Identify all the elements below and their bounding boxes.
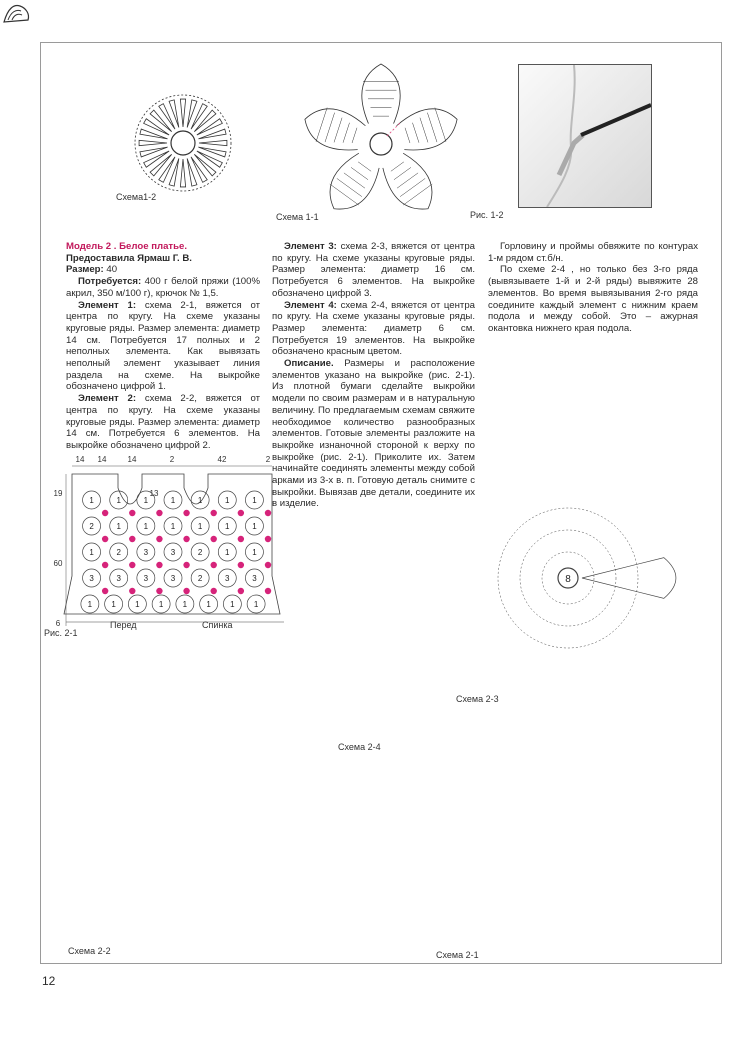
element-number: 1	[225, 496, 230, 505]
schema-2-3-diagram	[430, 448, 706, 700]
element-number: 1	[182, 600, 188, 609]
element-number: 3	[225, 574, 230, 583]
schema-1-1-diagram	[296, 60, 466, 210]
dimension-label: 13	[149, 489, 159, 498]
element-2-text: схема 2-2, вяжется от центра по кругу. На схеме указаны круговые ряды. Размер элемента: диаметр 14 см. Потребуется 6 элементов. На выкройке обозначено цифрой 2.	[66, 393, 260, 451]
element-number: 2	[116, 548, 121, 557]
element-4-dot	[102, 562, 108, 568]
stitch-mark	[334, 118, 342, 143]
model-title: Модель 2 . Белое платье.	[66, 241, 188, 252]
dimension-label: 6	[55, 619, 61, 628]
element-4-dot	[238, 510, 244, 516]
description-text: Размеры и расположение элементов указано на выкройке (рис. 2-1). Из плотной бумаги сделайте выкройки модели по своим размерам и в натуральную величину. По предлагаемым схемам свяжите необходимое количество разнообразных элементов. Готовые элементы разложите на выкройке изнаночной стороной к верху по выкройке (рис. 2-1). Приколите их. Затем начинайте соединять элементы между собой арками из 3-х в. п. Готовую деталь снимите с выкройки. Вывязав две детали, соедините их в изделие.	[272, 358, 476, 510]
stitch-mark	[391, 162, 404, 171]
element-number: 3	[170, 548, 176, 557]
element-4-dot	[265, 562, 271, 568]
element-number: 1	[230, 600, 235, 609]
element-number: 1	[197, 496, 203, 505]
element-number: 1	[170, 522, 176, 531]
fig-1-2-photo	[518, 64, 652, 208]
outer-ring	[135, 95, 231, 191]
element-number: 1	[111, 600, 116, 609]
fig-2-1-pattern	[48, 448, 284, 628]
element-4-text: схема 2-4, вяжется от центра по кругу. На схеме указаны круговые ряды. Размер элемента: диаметр 6 см. Потребуется 19 элементов. На выкройке обозначено красным цветом.	[272, 299, 475, 358]
stitch-mark	[316, 108, 327, 142]
element-4-dot	[156, 588, 162, 594]
front-label: Перед	[110, 620, 137, 630]
element-4-dot	[129, 562, 135, 568]
element-1-text: схема 2-1, вяжется от центра по кругу. На схеме указаны круговые ряды. Размер элемента: диаметр 14 см. Потребуется 17 полных и 2 неполных элемента. Как вывязать неполный элемент указывает линия раздела на схеме. На выкройке обозначено цифрой 1.	[66, 299, 260, 393]
element-4-dot	[265, 588, 271, 594]
hem-text: По схеме 2-4 , но только без 3-го ряда (вывязываете 1-й и 2-й ряды) вывяжите 28 элементов. Во время вывязывания 2-го ряда соедините каждый элемент с нижним краем подола и между собой. Это – ажурная окантовка нижнего края подола.	[488, 264, 698, 334]
element-4-dot	[156, 510, 162, 516]
element-number: 1	[253, 600, 259, 609]
flower-petal	[330, 153, 379, 209]
element-4-dot	[183, 536, 189, 542]
schema-2-2-caption: Схема 2-2	[68, 946, 111, 956]
stitch-petal	[194, 154, 216, 176]
schema-1-2-diagram	[128, 88, 238, 198]
schema-2-1-caption: Схема 2-1	[436, 950, 479, 960]
element-4-dot	[129, 510, 135, 516]
element-4-dot	[211, 588, 217, 594]
element-4-dot	[183, 562, 189, 568]
element-4-dot	[211, 510, 217, 516]
element-4-dot	[211, 536, 217, 542]
flower-petal	[362, 64, 400, 124]
stitch-mark	[400, 178, 425, 196]
element-4-dot	[265, 536, 271, 542]
element-number: 3	[252, 574, 257, 583]
back-label: Спинка	[202, 620, 233, 630]
schema-1-2-caption: Схема1-2	[116, 192, 157, 202]
element-number: 3	[170, 574, 176, 583]
element-number: 2	[89, 522, 94, 531]
element-4-dot	[102, 588, 108, 594]
element-number: 1	[116, 522, 121, 531]
flower-petal	[383, 153, 432, 209]
stitch-mark	[358, 162, 371, 171]
element-number: 1	[252, 496, 257, 505]
stitch-mark	[325, 113, 335, 142]
dimension-label: 14	[97, 455, 107, 464]
dimension-label: 60	[53, 559, 63, 568]
element-number: 1	[225, 548, 230, 557]
element-number: 2	[197, 574, 203, 583]
dimension-label: 14	[75, 455, 85, 464]
stitch-mark	[351, 167, 368, 179]
element-4-dot	[238, 562, 244, 568]
schema-2-3-caption: Схема 2-3	[456, 694, 499, 704]
element-4-dot	[183, 588, 189, 594]
dimension-label: 19	[53, 489, 63, 498]
stitch-fan	[582, 558, 676, 599]
element-number: 1	[225, 522, 230, 531]
element-number: 1	[206, 600, 211, 609]
element-4-dot	[102, 536, 108, 542]
dimension-label: 2	[265, 455, 271, 464]
element-number: 1	[89, 548, 94, 557]
fig-1-2-caption: Рис. 1-2	[470, 210, 504, 220]
center-ring	[171, 131, 195, 155]
element-number: 1	[143, 522, 149, 531]
element-4-dot	[129, 536, 135, 542]
schema-1-1-caption: Схема 1-1	[276, 212, 319, 222]
magazine-logo-icon	[2, 2, 32, 29]
stitch-mark	[337, 178, 362, 196]
stitch-mark	[394, 167, 411, 179]
element-4-dot	[211, 562, 217, 568]
element-number: 1	[170, 496, 176, 505]
element-4-dot	[183, 510, 189, 516]
text-column-2: Элемент 3: схема 2-3, вяжется от центра по кругу. На схеме указаны круговые ряды. Размер элемента: диаметр 16 см. Потребуется 6 элементов. На выкройке обозначено цифрой 3. Элемент 4: схема 2-4, вяжется от центра по кругу. На схеме указаны круговые ряды. Размер элемента: диаметр 6 см. Потребуется 19 элементов. На выкройке обозначено красным цветом. Описание. Размеры и расположение элементов указано на выкройке (рис. 2-1). Из плотной бумаги сделайте выкройки модели по своим размерам и в натуральную величину. По предлагаемым схемам свяжите необходимое количество разнообразных элементов. Готовые элементы разложите на выкройке изнаночной стороной к верху по выкройке (рис. 2-1). Приколите их. Затем начинайте соединять элементы между собой арками из 3-х в. п. Готовую деталь снимите с выкройки. Вывязав две детали, соедините их в изделие.	[272, 241, 476, 510]
schema-2-1-diagram	[410, 718, 660, 962]
text-column-3	[488, 241, 698, 335]
text-column-1: Модель 2 . Белое платье. Предоставила Ярмаш Г. В. Размер: 40 Потребуется: 400 г белой пряжи (100% акрил, 350 м/100 г), крючок № 1,5. Элемент 1: схема 2-1, вяжется от центра по кругу. На схеме указаны круговые ряды. Размер элемента: диаметр 14 см. Потребуется 17 полных и 2 неполных элемента. Как вывязать неполный элемент указывает линия раздела на схеме. На выкройке обозначено цифрой 1. Элемент 2: схема 2-2, вяжется от центра по кругу. На схеме указаны круговые ряды. Размер элемента: диаметр 14 см. Потребуется 6 элементов. На выкройке обозначено цифрой 2.	[66, 241, 260, 451]
stitch-petal	[199, 140, 227, 145]
materials-text: 400 г белой пряжи (100% акрил, 350 м/100 г), крючок № 1,5.	[66, 276, 260, 299]
stitch-petal	[194, 110, 216, 132]
element-number: 1	[135, 600, 140, 609]
author-line: Предоставила Ярмаш Г. В.	[66, 252, 192, 264]
element-number: 3	[116, 574, 121, 583]
element-number: 1	[89, 496, 94, 505]
stitch-mark	[343, 123, 349, 143]
stitch-mark	[412, 123, 418, 143]
element-number: 1	[143, 496, 149, 505]
element-4-dot	[156, 536, 162, 542]
center-number: 8	[565, 574, 571, 585]
neckline-text: Горловину и проймы обвяжите по контурах 1-м рядом ст.б/н.	[488, 241, 698, 264]
element-number: 1	[116, 496, 121, 505]
element-number: 1	[252, 522, 257, 531]
row-start-line	[387, 122, 401, 136]
element-3-text: схема 2-3, вяжется от центра по кругу. На схеме указаны круговые ряды. Размер элемента: диаметр 16 см. Потребуется 6 элементов. На выкройке обозначено цифрой 3.	[272, 241, 475, 299]
page-number: 12	[42, 974, 56, 988]
stitch-mark	[405, 128, 410, 143]
stitch-mark	[427, 113, 437, 142]
element-number: 2	[197, 548, 203, 557]
stitch-petal	[180, 99, 185, 127]
element-number: 1	[158, 600, 164, 609]
dimension-label: 42	[217, 455, 227, 464]
stitch-petal	[150, 110, 172, 132]
dimension-label: 2	[169, 455, 175, 464]
element-number: 3	[89, 574, 94, 583]
element-number: 1	[197, 522, 203, 531]
stitch-mark	[403, 184, 432, 205]
center-ring	[370, 133, 392, 155]
size-value: 40	[106, 264, 118, 276]
stitch-petal	[180, 159, 185, 187]
element-4-dot	[156, 562, 162, 568]
fig-2-1-caption: Рис. 2-1	[44, 628, 78, 638]
schema-2-4-caption: Схема 2-4	[338, 742, 381, 752]
element-4-dot	[238, 588, 244, 594]
element-4-dot	[102, 510, 108, 516]
element-number: 1	[87, 600, 93, 609]
element-number: 1	[252, 548, 257, 557]
element-4-dot	[129, 588, 135, 594]
stitch-mark	[420, 118, 428, 143]
element-4-dot	[265, 510, 271, 516]
element-number: 3	[143, 574, 149, 583]
stitch-petal	[139, 140, 167, 145]
stitch-mark	[435, 108, 446, 142]
schema-2-2-diagram	[60, 668, 328, 950]
stitch-mark	[352, 128, 357, 143]
dimension-label: 14	[127, 455, 137, 464]
stitch-petal	[150, 154, 172, 176]
element-4-dot	[238, 536, 244, 542]
element-number: 3	[143, 548, 149, 557]
stitch-mark	[330, 184, 359, 205]
